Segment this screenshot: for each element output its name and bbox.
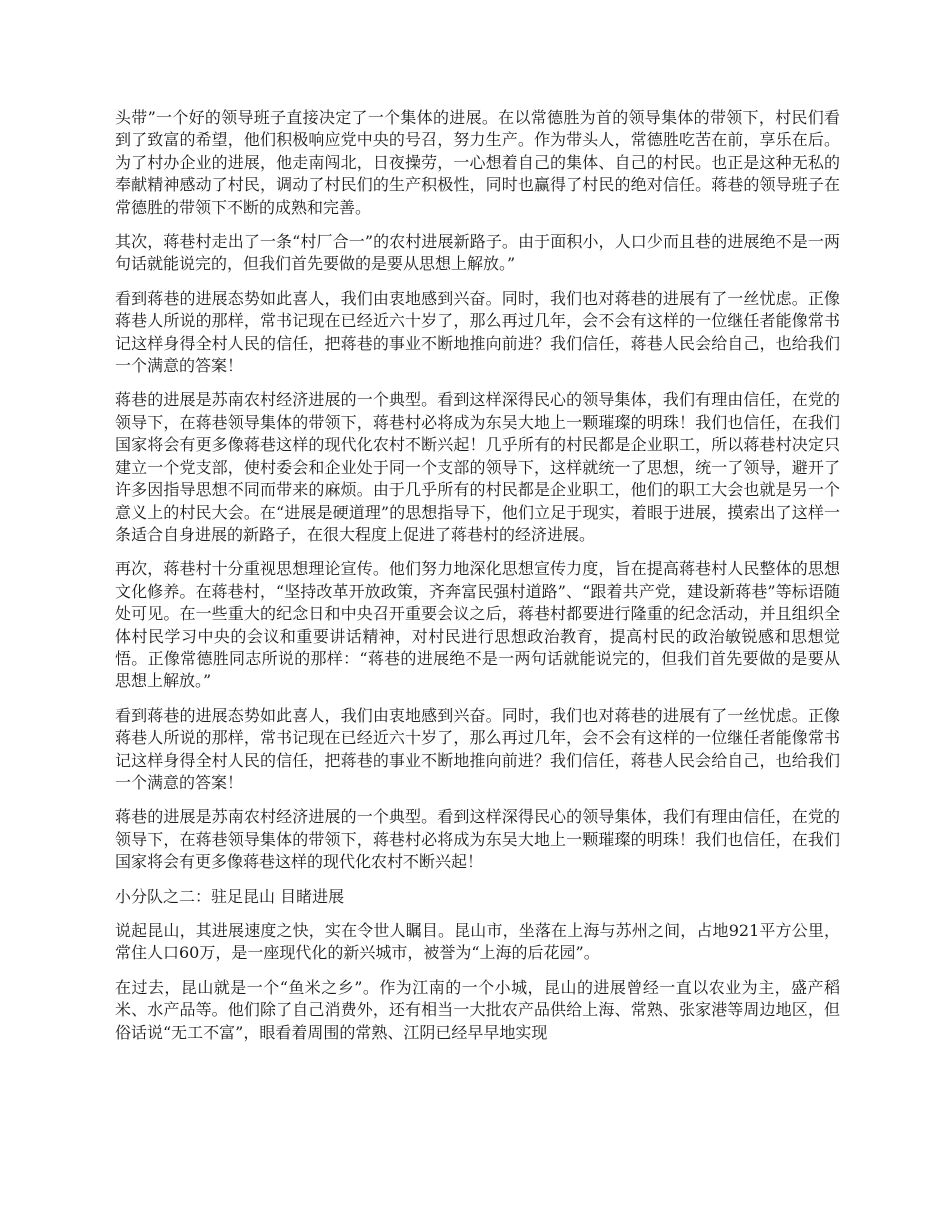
paragraph-9: 说起昆山，其进展速度之快，实在令世人瞩目。昆山市，坐落在上海与苏州之间，占地921平方公里，常住人口60万，是一座现代化的新兴城市，被誉为“上海的后花园”。	[115, 921, 840, 963]
paragraph-2: 其次，蒋巷村走出了一条“村厂合一”的农村进展新路子。由于面积小，人口少而且巷的进展绝不是一两句话就能说完的，但我们首先要做的是要从思想上解放。”	[115, 232, 840, 274]
paragraph-7: 蒋巷的进展是苏南农村经济进展的一个典型。看到这样深得民心的领导集体，我们有理由信任，在党的领导下，在蒋巷领导集体的带领下，蒋巷村必将成为东吴大地上一颗璀璨的明珠！我们也信任，在我们国家将会有更多像蒋巷这样的现代化农村不断兴起！	[115, 807, 840, 872]
paragraph-10: 在过去，昆山就是一个“鱼米之乡”。作为江南的一个小城，昆山的进展曾经一直以农业为主，盛产稻米、水产品等。他们除了自己消费外，还有相当一大批农产品供给上海、常熟、张家港等周边地区，但俗话说“无工不富”，眼看着周围的常熟、江阴已经早早地实现	[115, 977, 840, 1042]
paragraph-4: 蒋巷的进展是苏南农村经济进展的一个典型。看到这样深得民心的领导集体，我们有理由信任，在党的领导下，在蒋巷领导集体的带领下，蒋巷村必将成为东吴大地上一颗璀璨的明珠！我们也信任，在我们国家将会有更多像蒋巷这样的现代化农村不断兴起！几乎所有的村民都是企业职工，所以蒋巷村决定只建立一个党支部，使村委会和企业处于同一个支部的领导下，这样就统一了思想，统一了领导，避开了许多因指导思想不同而带来的麻烦。由于几乎所有的村民都是企业职工，他们的职工大会也就是另一个意义上的村民大会。在“进展是硬道理”的思想指导下，他们立足于现实，着眼于进展，摸索出了这样一条适合自身进展的新路子，在很大程度上促进了蒋巷村的经济进展。	[115, 390, 840, 544]
paragraph-5: 再次，蒋巷村十分重视思想理论宣传。他们努力地深化思想宣传力度，旨在提高蒋巷村人民整体的思想文化修养。在蒋巷村，“坚持改革开放政策，齐奔富民强村道路”、“跟着共产党，建设新蒋巷”等标语随处可见。在一些重大的纪念日和中央召开重要会议之后，蒋巷村都要进行隆重的纪念活动，并且组织全体村民学习中央的会议和重要讲话精神，对村民进行思想政治教育，提高村民的政治敏锐感和思想觉悟。正像常德胜同志所说的那样：“蒋巷的进展绝不是一两句话就能说完的，但我们首先要做的是要从思想上解放。”	[115, 559, 840, 691]
document-body	[115, 107, 840, 1056]
paragraph-6: 看到蒋巷的进展态势如此喜人，我们由衷地感到兴奋。同时，我们也对蒋巷的进展有了一丝忧虑。正像蒋巷人所说的那样，常书记现在已经近六十岁了，那么再过几年，会不会有这样的一位继任者能像常书记这样身得全村人民的信任，把蒋巷的事业不断地推向前进？我们信任，蒋巷人民会给自己，也给我们一个满意的答案！	[115, 705, 840, 792]
section-heading: 小分队之二：驻足昆山 目睹进展	[115, 886, 345, 906]
paragraph-1: 头带”一个好的领导班子直接决定了一个集体的进展。在以常德胜为首的领导集体的带领下，村民们看到了致富的希望，他们积极响应党中央的号召，努力生产。作为带头人，常德胜吃苦在前，享乐在后。为了村办企业的进展，他走南闯北，日夜操劳，一心想着自己的集体、自己的村民。也正是这种无私的奉献精神感动了村民，调动了村民们的生产积极性，同时也赢得了村民的绝对信任。蒋巷的领导班子在常德胜的带领下不断的成熟和完善。	[115, 108, 840, 217]
paragraph-3: 看到蒋巷的进展态势如此喜人，我们由衷地感到兴奋。同时，我们也对蒋巷的进展有了一丝忧虑。正像蒋巷人所说的那样，常书记现在已经近六十岁了，那么再过几年，会不会有这样的一位继任者能像常书记这样身得全村人民的信任，把蒋巷的事业不断地推向前进？我们信任，蒋巷人民会给自己，也给我们一个满意的答案！	[115, 288, 840, 376]
